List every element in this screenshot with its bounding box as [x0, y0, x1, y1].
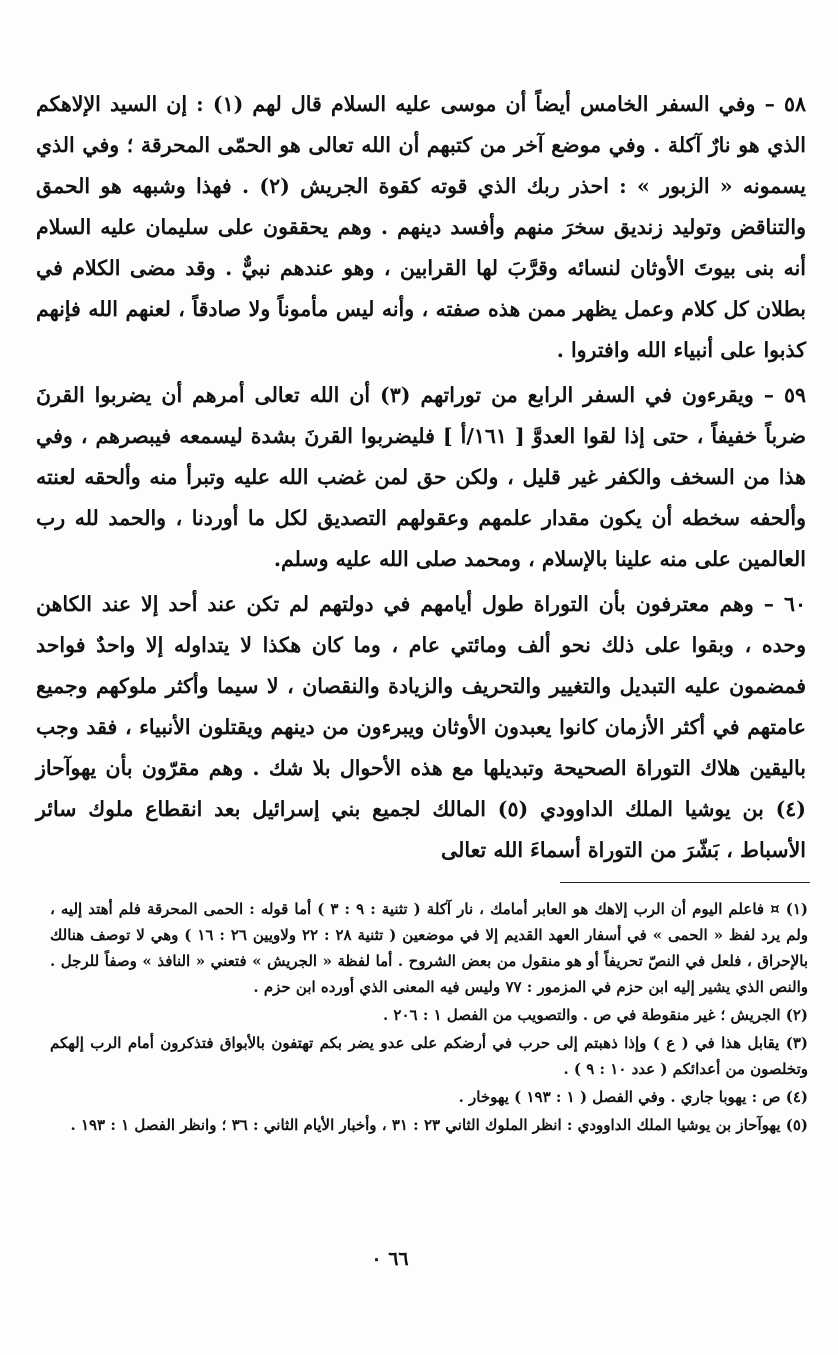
footnote-2: (٢) الجريش ؛ غير منقوطة في ص . والتصويب من الفصل ١ : ٢٠٦ .: [382, 1006, 808, 1024]
paragraph-59: ٥٩ – ويقرءون في السفر الرابع من توراتهم (٣) أن الله تعالى أمرهم أن يضربوا القرنَ ضرباً خفيفاً ، حتى إذا لقوا العدوَّ [ ١٦١/أ ] فليضربوا القرنَ بشدة ليسمعه فيبصرهم ، وفي هذا من السخف والكفر غير قليل ، ولكن حق لمن غضب الله عليه وتبرأ منه وألحقه لعنته وألحفه سخطه أن يكون مقدار علمهم وعقولهم التصديق لكل ما أوردنا ، والحمد لله رب العالمين على منه علينا بالإسلام ، ومحمد صلى الله عليه وسلم.: [36, 383, 806, 571]
paragraph-60: ٦٠ – وهم معترفون بأن التوراة طول أيامهم في دولتهم لم تكن عند أحد إلا عند الكاهن وحده ، وبقوا على ذلك نحو ألف ومائتي عام ، وما كان هكذا لا يتداوله إلا واحدٌ فواحد فمضمون عليه التبديل والتغيير والتحريف والزيادة والنقصان ، لا سيما وأكثر ملوكهم وجميع عامتهم في أكثر الأزمان كانوا يعبدون الأوثان ويبرءون من دينهم ويقتلون الأنبياء ، فقد وجب باليقين هلاك التوراة الصحيحة وتبديلها مع هذه الأحوال بلا شك . وهم مقرّون بأن يهوآحاز (٤) بن يوشيا الملك الداوودي (٥) المالك لجميع بني إسرائيل بعد انقطاع ملوك سائر الأسباط ، بَشّرَ من التوراة أسماءَ الله تعالى: [36, 592, 806, 862]
footnote-4: (٤) ص : يهوبا جاري . وفي الفصل ( ١ : ١٩٣ ) يهوخار .: [458, 1088, 808, 1106]
page-number: ٦٦ ٠: [371, 1248, 409, 1270]
footnote-5: (٥) يهوآحاز بن يوشيا الملك الداوودي : انظر الملوك الثاني ٢٣ : ٣١ ، وأخبار الأيام الثاني : ٣٦ ؛ وانظر الفصل ١ : ١٩٣ .: [70, 1116, 808, 1134]
paragraph-58: ٥٨ – وفي السفر الخامس أيضاً أن موسى عليه السلام قال لهم (١) : إن السيد الإلاهكم الذي هو نارٌ آكلة . وفي موضع آخر من كتبهم أن الله تعالى هو الحمّى المحرقة ؛ وفي الذي يسمونه « الزبور » : احذر ربك الذي قوته كقوة الجريش (٢) . فهذا وشبهه هو الحمق والتناقض وتوليد زنديق سخرَ منهم وأفسد دينهم . وهم يحققون على سليمان عليه السلام أنه بنى بيوتَ الأوثان لنسائه وقرَّبَ لها القرابين ، وهو عندهم نبيٌّ . وقد مضى الكلام في بطلان كل كلام وعمل يظهر ممن هذه صفته ، وأنه ليس مأموناً ولا صادقاً ، لعنهم الله فإنهم كذبوا على أنبياء الله وافتروا .: [36, 92, 807, 362]
main-text-body: [36, 84, 806, 871]
footnote-separator-line: [560, 882, 810, 883]
footnote-3: (٣) يقابل هذا في ( ع ) وإذا ذهبتم إلى حرب في أرضكم على عدو يضر بكم تهتفون بالأبواق فتذكرون أمام الرب إلهكم وتخلصون من أعدائكم ( عدد ١٠ : ٩ ) .: [50, 1034, 808, 1078]
footnote-1: (١) ¤ فاعلم اليوم أن الرب إلاهك هو العابر أمامك ، نار آكلة ( تثنية : ٩ : ٣ ) أما قوله : الحمى المحرقة فلم أهتد إليه ، ولم يرد لفظ « الحمى » في أسفار العهد القديم إلا في موضعين ( تثنية ٢٨ : ٢٢ ولاويين ٢٦ : ١٦ ) وهي لا توصف هنالك بالإحراق ، فلعل في النصّ تحريفاً أو هو منقول من بعض الشروح . أما لفظة « الجريش » فتعني « النافذ » وصفاً للرجل . والنص الذي يشير إليه ابن حزم في المزمور : ٧٧ وليس فيه المعنى الذي أورده ابن حزم .: [50, 900, 809, 996]
footnotes-section: [50, 896, 808, 1138]
